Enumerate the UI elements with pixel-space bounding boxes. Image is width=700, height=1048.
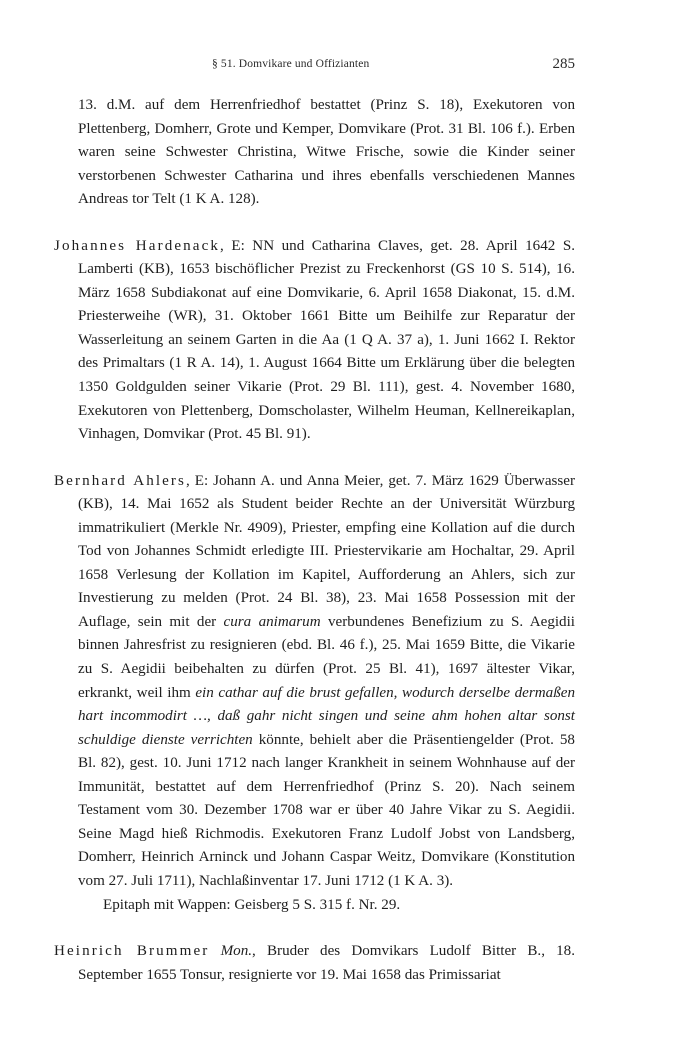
entry-text: könnte, behielt aber die Präsentiengelder (Prot. 58 Bl. 82), gest. 10. Juni 1712 nach langer Krankheit in seinem Wohnhause auf der Immunität, bestattet auf dem Herrenfriedhof (Prinz S. 20). Nach seinem Testament vom 30. Dezember 1708 war er über 40 Jahre Vikar zu S. Aegidii. Seine Magd hieß Richmodis. Exekutoren Franz Ludolf Jobst von Landsberg, Domherr, Heinrich Arninck und Johann Caspar Weitz, Domvikare (Konstitution vom 27. Juli 1711), Nachlaßinventar 17. Juni 1712 (1 K A. 3). <box>78 731 575 889</box>
entry-text: , E: NN und Catharina Claves, get. 28. April 1642 S. Lamberti (KB), 1653 bischöflicher Prezist zu Freckenhorst (GS 10 S. 514), 16. März 1658 Subdiakonat auf eine Domvikarie, 6. April 1658 Diakonat, 15. d.M. Priesterweihe (WR), 31. Oktober 1661 Bitte um Beihilfe zur Reparatur der Wasserleitung an seinem Garten in die Aa (1 Q A. 37 a), 1. Juni 1662 I. Rektor des Primaltars (1 R A. 14), 1. August 1664 Bitte um Erklärung über die belegten 1350 Goldgulden seiner Vikarie (Prot. 29 Bl. 111), gest. 4. November 1680, Exekutoren von Plettenberg, Domscholaster, Wilhelm Heuman, Kellnereikaplan, Vinhagen, Domvikar (Prot. 45 Bl. 91). <box>78 237 575 443</box>
entry-title-abbrev: Mon. <box>220 943 253 960</box>
entry-name: Johannes Hardenack <box>54 237 221 254</box>
latin-phrase: cura animarum <box>223 613 321 630</box>
entry-text: 13. d.M. auf dem Herrenfriedhof bestattet (Prinz S. 18), Exekutoren von Plettenberg, Domherr, Grote und Kemper, Domvikare (Prot. 31 Bl. 106 f.). Erben waren seine Schwester Christina, Witwe Frische, sowie die Kinder seiner verstorbenen Schwester Catharina und ihres ebenfalls verschiedenen Mannes Andreas tor Telt (1 K A. 128). <box>78 97 575 208</box>
page-header <box>0 56 700 76</box>
page-body <box>54 94 575 1010</box>
entry-heinrich-brummer <box>54 940 575 987</box>
entry-name: Bernhard Ahlers <box>54 472 187 489</box>
entry-text: , Bruder des Domvikars Ludolf Bitter B., 18. September 1655 Tonsur, resignierte vor 19. Mai 1658 das Primissariat <box>78 943 575 983</box>
entry-text: , E: Johann A. und Anna Meier, get. 7. März 1629 Überwasser (KB), 14. Mai 1652 als Student beider Rechte an der Universität Würzburg immatrikuliert (Merkle Nr. 4909), Priester, empfing eine Kollation auf die durch Tod von Johannes Schmidt erledigte III. Priestervikarie am Hochaltar, 29. April 1658 Verlesung der Kollation im Kapitel, Aufforderung an Ahlers, sich zur Investierung zu melden (Prot. 24 Bl. 38), 23. Mai 1658 Possession mit der Auflage, sein mit der <box>78 472 575 630</box>
page-number: 285 <box>552 56 575 72</box>
entry-continuation <box>54 94 575 212</box>
entry-bernhard-ahlers <box>54 470 575 894</box>
entry-johannes-hardenack <box>54 235 575 447</box>
epitaph-note: Epitaph mit Wappen: Geisberg 5 S. 315 f. Nr. 29. <box>103 896 401 913</box>
entry-name: Heinrich Brummer <box>54 943 210 960</box>
running-head: § 51. Domvikare und Offizianten <box>212 58 370 70</box>
entry-text: verbundenes Benefizium zu S. Aegidii binnen Jahresfrist zu resignieren (ebd. Bl. 46 f.), 25. Mai 1659 Bitte, die Vikarie zu S. Aegidii beibehalten zu dürfen (Prot. 25 Bl. 41), 1697 ältester Vikar, erkrankt, weil ihm <box>78 613 575 701</box>
quotation: ein cathar auf die brust gefallen, wodurch derselbe dermaßen hart incommodirt …, daß gahr nicht singen und seine ahm hohen altar sonst schuldige dienste verrichten <box>78 684 575 748</box>
